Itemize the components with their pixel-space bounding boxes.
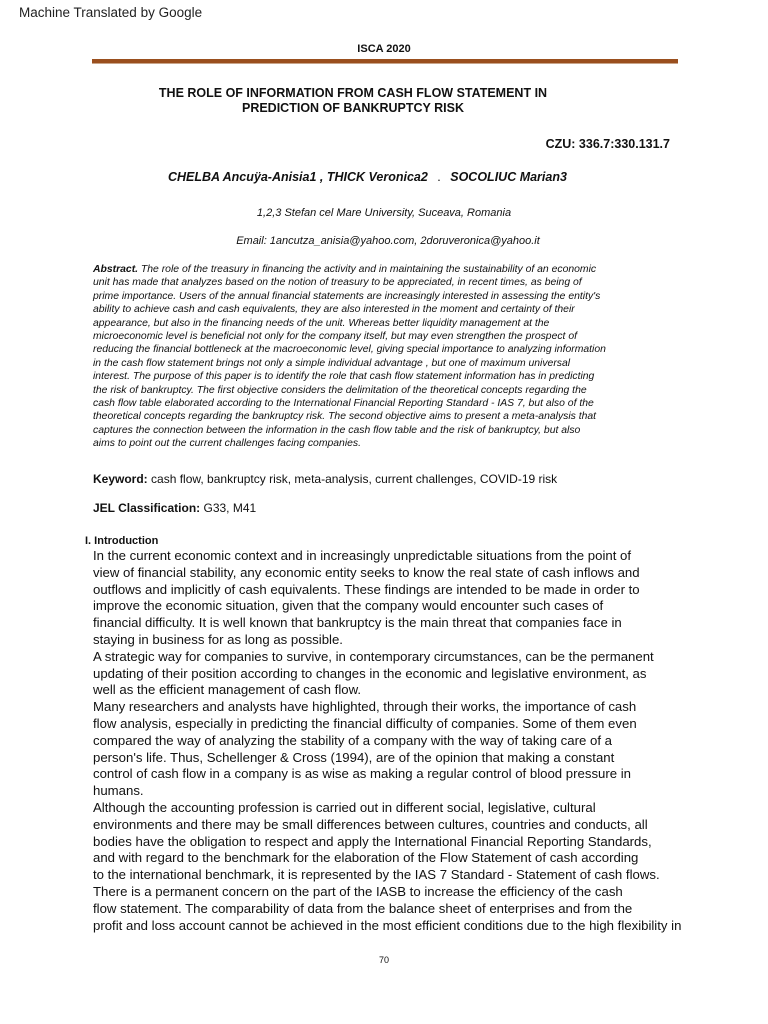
abstract-lines bbox=[93, 276, 683, 450]
author-1: CHELBA Ancuÿa-Anisia1 , bbox=[168, 170, 324, 184]
machine-translation-banner: Machine Translated by Google bbox=[19, 5, 203, 20]
abstract-line: reducing the financial bottleneck at the macroeconomic level, giving special importance to analyzing information bbox=[93, 344, 606, 356]
paragraph-line: control of cash flow in a company is as wise as making a regular control of blood pressure in bbox=[93, 766, 632, 782]
paragraph-line: staying in business for as long as possible. bbox=[93, 631, 343, 647]
abstract-line: prime importance. Users of the annual financial statements are increasingly interested in assessing the entity's bbox=[93, 290, 601, 302]
paragraph-line: person's life. Thus, Schellenger & Cross (1994), are of the opinion that making a constant bbox=[93, 749, 615, 765]
paragraph-line: Many researchers and analysts have highlighted, through their works, the importance of cash bbox=[93, 699, 637, 715]
abstract-line: theoretical concepts regarding the bankruptcy risk. The second objective aims to present a meta-analysis that bbox=[93, 411, 597, 423]
keywords-text: cash flow, bankruptcy risk, meta-analysis, current challenges, COVID-19 risk bbox=[147, 472, 558, 486]
keywords bbox=[93, 472, 557, 486]
abstract-label: Abstract. bbox=[93, 264, 139, 275]
author-2: THICK Veronica2 bbox=[326, 170, 428, 184]
czu-code: CZU: 336.7:330.131.7 bbox=[545, 137, 670, 151]
authors-line bbox=[168, 170, 567, 184]
paragraph-line: financial difficulty. It is well known that bankruptcy is the main threat that companies face in bbox=[93, 615, 622, 631]
paragraph-line: Although the accounting profession is carried out in different social, legislative, cultural bbox=[93, 799, 596, 815]
affiliation: 1,2,3 Stefan cel Mare University, Suceava, Romania bbox=[256, 207, 512, 219]
paragraph-line: outflows and implicitly of cash equivalents. These findings are intended to be made in order to bbox=[93, 581, 640, 597]
abstract-text: The role of the treasury in financing the activity and in maintaining the sustainability of an economic bbox=[138, 264, 597, 275]
header-rule bbox=[92, 59, 678, 64]
author-3: SOCOLIUC Marian3 bbox=[450, 170, 567, 184]
author-separator: . bbox=[437, 170, 441, 184]
paragraph-line: humans. bbox=[93, 783, 144, 799]
paragraph-line: well as the efficient management of cash flow. bbox=[93, 682, 362, 698]
paragraph-line: updating of their position according to changes in the economic and legislative environment, as bbox=[93, 665, 647, 681]
abstract-line: in the cash flow statement brings not only a simple individual advantage , but one of maximum universal bbox=[93, 357, 571, 369]
title-line: THE ROLE OF INFORMATION FROM CASH FLOW STATEMENT IN bbox=[158, 86, 548, 100]
paragraph-line: flow statement. The comparability of data from the balance sheet of enterprises and from the bbox=[93, 900, 633, 916]
abstract-line: the risk of bankruptcy. The first objective considers the delimitation of the theoretical concepts regarding the bbox=[93, 384, 587, 396]
jel-text: G33, M41 bbox=[200, 501, 257, 515]
abstract-line: microeconomic level is beneficial not only for the company itself, but may even strengthen the prospect of bbox=[93, 331, 577, 343]
jel-classification bbox=[93, 501, 256, 515]
abstract-block bbox=[93, 263, 683, 451]
jel-label: JEL Classification: bbox=[93, 501, 201, 515]
paper-title bbox=[0, 86, 706, 116]
paragraph-line: A strategic way for companies to survive, in contemporary circumstances, can be the permanent bbox=[93, 648, 654, 664]
conference-header: ISCA 2020 bbox=[357, 43, 411, 55]
abstract-line: captures the connection between the information in the cash flow table and the risk of bankruptcy, but also bbox=[93, 424, 581, 436]
abstract-line: aims to point out the current challenges facing companies. bbox=[93, 438, 362, 450]
paragraph-line: In the current economic context and in increasingly unpredictable situations from the point of bbox=[93, 548, 632, 563]
paragraph-line: There is a permanent concern on the part of the IASB to increase the efficiency of the cash bbox=[93, 883, 623, 899]
paragraph-line: profit and loss account cannot be achieved in the most efficient conditions due to the high flexibility in bbox=[93, 917, 682, 933]
page-number: 70 bbox=[378, 955, 389, 965]
abstract-line: ability to achieve cash and cash equivalents, they are also interested in the moment and certainty of their bbox=[93, 304, 575, 316]
paragraph-line: improve the economic situation, given that the company would encounter such cases of bbox=[93, 598, 604, 614]
paragraph-line: bodies have the obligation to respect and apply the International Financial Reporting Standards, bbox=[93, 833, 652, 849]
paragraph-line: environments and there may be small differences between cultures, countries and conducts, all bbox=[93, 816, 648, 832]
abstract-line: unit has made that analyzes based on the notion of treasury to be appreciated, in recent times, as being of bbox=[93, 277, 582, 289]
abstract-line bbox=[93, 263, 683, 276]
keywords-label: Keyword: bbox=[93, 472, 148, 486]
abstract-line: cash flow table elaborated according to the International Financial Reporting Standard - IAS 7, but also of the bbox=[93, 398, 594, 410]
title-line: PREDICTION OF BANKRUPTCY RISK bbox=[241, 101, 464, 115]
paragraph-line: and with regard to the benchmark for the elaboration of the Flow Statement of cash according bbox=[93, 850, 639, 866]
abstract-line: interest. The purpose of this paper is to identify the role that cash flow statement information has in predicting bbox=[93, 371, 595, 383]
introduction-body bbox=[93, 548, 723, 934]
section-heading: I. Introduction bbox=[85, 535, 159, 547]
abstract-line: appearance, but also in the financing needs of the unit. Whereas better liquidity management at the bbox=[93, 317, 550, 329]
paragraph-line: compared the way of analyzing the stability of a company with the way of taking care of a bbox=[93, 732, 612, 748]
paragraph-line: flow analysis, especially in predicting the financial difficulty of companies. Some of them even bbox=[93, 715, 637, 731]
email-line: Email: 1ancutza_anisia@yahoo.com, 2doruveronica@yahoo.it bbox=[236, 235, 540, 247]
paragraph-line: view of financial stability, any economic entity seeks to know the real state of cash inflows and bbox=[93, 564, 640, 580]
paragraph-line: to the international benchmark, it is represented by the IAS 7 Standard - Statement of cash flows. bbox=[93, 867, 660, 883]
